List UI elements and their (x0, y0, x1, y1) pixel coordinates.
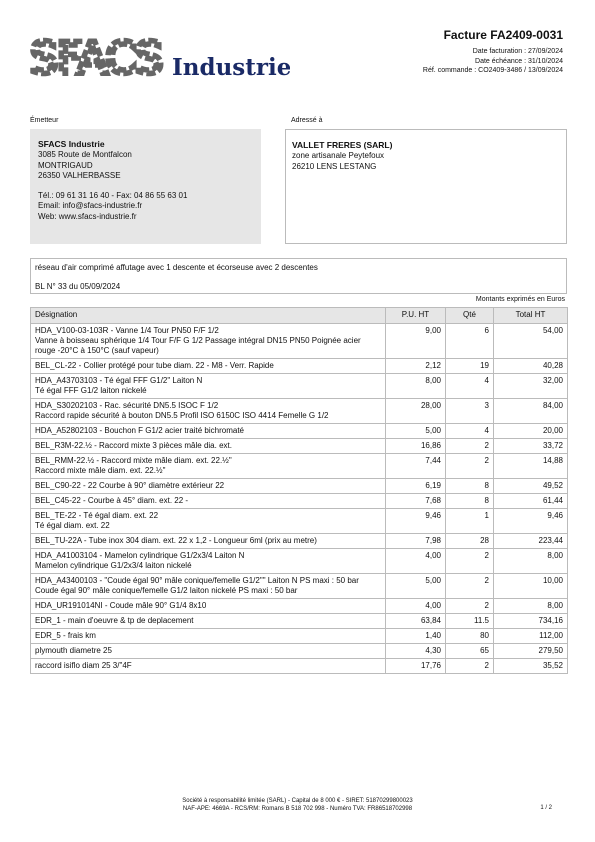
item-total: 10,00 (494, 574, 568, 599)
footer-line: Société à responsabilité limitée (SARL) - Capital de 8 000 € - SIRET: 51870299800023 (182, 798, 413, 804)
item-title: HDA_S30202103 - Rac. sécurité DN5.5 ISOC F 1/2 (35, 401, 219, 410)
company-logo (30, 35, 290, 80)
table-row (31, 439, 568, 454)
item-quantity: 4 (446, 374, 494, 399)
item-title: plymouth diametre 25 (35, 646, 112, 655)
item-unit-price: 7,68 (386, 494, 446, 509)
invoice-date: Date facturation : 27/09/2024 (472, 48, 563, 55)
table-row (31, 494, 568, 509)
item-total: 112,00 (494, 629, 568, 644)
emitter-label: Émetteur (30, 117, 59, 124)
item-quantity: 2 (446, 659, 494, 674)
header-quantity: Qté (446, 308, 494, 324)
item-title: HDA_A52802103 - Bouchon F G1/2 acier traité bichromaté (35, 426, 245, 435)
item-designation (31, 454, 386, 479)
item-title: EDR_1 - main d'oeuvre & tp de deplacement (35, 616, 194, 625)
item-quantity: 2 (446, 599, 494, 614)
item-unit-price: 9,00 (386, 324, 446, 359)
item-total: 8,00 (494, 599, 568, 614)
item-description: Té égal FFF G1/2 laiton nickelé (35, 386, 147, 395)
invoice-order-ref: Réf. commande : CO2409-3486 / 13/09/2024 (422, 67, 563, 75)
header-total: Total HT (494, 308, 568, 324)
item-title: BEL_C45-22 - Courbe à 45° diam. ext. 22 - (35, 496, 189, 505)
item-total: 14,88 (494, 454, 568, 479)
item-designation (31, 359, 386, 374)
emitter-address-line: 3085 Route de Montfalcon (38, 150, 132, 160)
item-unit-price: 7,44 (386, 454, 446, 479)
table-row (31, 359, 568, 374)
item-title: HDA_A41003104 - Mamelon cylindrique G1/2x3/4 Laiton N (35, 551, 245, 560)
item-quantity: 4 (446, 424, 494, 439)
emitter-name: SFACS Industrie (38, 139, 105, 149)
item-quantity: 65 (446, 644, 494, 659)
item-designation (31, 629, 386, 644)
item-total: 279,50 (494, 644, 568, 659)
invoice-title: Facture FA2409-0031 (443, 28, 563, 42)
table-row (31, 629, 568, 644)
item-total: 9,46 (494, 509, 568, 534)
recipient-label: Adressé à (291, 117, 323, 124)
table-row (31, 424, 568, 439)
item-designation (31, 574, 386, 599)
item-designation (31, 324, 386, 359)
item-unit-price: 7,98 (386, 534, 446, 549)
table-row (31, 509, 568, 534)
recipient-address-line: zone artisanale Peytefoux (292, 151, 385, 161)
item-total: 35,52 (494, 659, 568, 674)
table-row (31, 614, 568, 629)
item-title: HDA_UR191014NI - Coude mâle 90° G1/4 8x10 (35, 601, 207, 610)
item-title: BEL_R3M-22.½ - Raccord mixte 3 pièces mâle dia. ext. (35, 441, 232, 450)
item-quantity: 8 (446, 479, 494, 494)
item-unit-price: 17,76 (386, 659, 446, 674)
item-description: Coude égal 90° mâle conique/femelle G1/2 laiton nickelé PS maxi : 50 bar (35, 586, 298, 595)
item-quantity: 3 (446, 399, 494, 424)
item-quantity: 28 (446, 534, 494, 549)
item-designation (31, 439, 386, 454)
item-designation (31, 479, 386, 494)
item-unit-price: 16,86 (386, 439, 446, 454)
table-row (31, 454, 568, 479)
item-quantity: 2 (446, 454, 494, 479)
header-designation: Désignation (31, 308, 386, 324)
item-designation (31, 509, 386, 534)
item-unit-price: 4,30 (386, 644, 446, 659)
item-total: 54,00 (494, 324, 568, 359)
item-quantity: 8 (446, 494, 494, 509)
item-description: Raccord mixte mâle diam. ext. 22.½" (35, 466, 166, 475)
item-unit-price: 5,00 (386, 574, 446, 599)
table-header-row (31, 308, 568, 324)
invoice-due-date: Date échéance : 31/10/2024 (475, 57, 563, 65)
recipient-name: VALLET FRERES (SARL) (292, 140, 393, 150)
item-quantity: 1 (446, 509, 494, 534)
item-title: BEL_CL-22 - Collier protégé pour tube diam. 22 - M8 - Verr. Rapide (35, 361, 274, 370)
item-title: raccord isiflo diam 25 3/"4F (35, 661, 132, 670)
item-quantity: 2 (446, 574, 494, 599)
item-unit-price: 8,00 (386, 374, 446, 399)
table-row (31, 574, 568, 599)
invoice-meta (423, 47, 563, 76)
logo-mark: SFACS (30, 35, 163, 80)
item-designation (31, 614, 386, 629)
item-title: HDA_A43400103 - "Coude égal 90° mâle conique/femelle G1/2"" Laiton N PS maxi : 50 bar (35, 576, 359, 585)
item-designation (31, 644, 386, 659)
table-row (31, 479, 568, 494)
currency-note: Montants exprimés en Euros (475, 296, 565, 303)
table-row (31, 374, 568, 399)
item-total: 734,16 (494, 614, 568, 629)
reference-box (30, 258, 567, 294)
item-total: 8,00 (494, 549, 568, 574)
emitter-phone: Tél.: 09 61 31 16 40 - Fax: 04 86 55 63 01 (38, 191, 188, 201)
item-title: HDA_A43703103 - Té égal FFF G1/2" Laiton N (35, 376, 203, 385)
table-row (31, 644, 568, 659)
emitter-address-line: MONTRIGAUD (38, 160, 93, 170)
item-title: EDR_5 - frais km (35, 631, 96, 640)
item-title: BEL_C90-22 - 22 Courbe à 90° diamètre extérieur 22 (35, 481, 225, 490)
item-unit-price: 2,12 (386, 359, 446, 374)
item-unit-price: 5,00 (386, 424, 446, 439)
emitter-address-line: 26350 VALHERBASSE (38, 170, 121, 180)
delivery-note: BL N° 33 du 05/09/2024 (35, 282, 121, 291)
emitter-web: Web: www.sfacs-industrie.fr (38, 211, 137, 221)
item-total: 32,00 (494, 374, 568, 399)
item-total: 33,72 (494, 439, 568, 454)
table-row (31, 599, 568, 614)
table-row (31, 324, 568, 359)
recipient-address-line: 26210 LENS LESTANG (292, 161, 377, 171)
item-quantity: 80 (446, 629, 494, 644)
item-description: Vanne à boisseau sphérique 1/4 Tour F/F G 1/2 Passage intégral DN15 PN50 Poignée acier rouge -20°C à 150°C (sauf vapeur) (35, 336, 361, 355)
legal-footer (0, 797, 595, 813)
item-total: 20,00 (494, 424, 568, 439)
item-unit-price: 63,84 (386, 614, 446, 629)
logo-sub: Industrie (172, 54, 290, 80)
table-row (31, 534, 568, 549)
line-items-table (30, 307, 568, 674)
item-quantity: 6 (446, 324, 494, 359)
item-quantity: 19 (446, 359, 494, 374)
item-unit-price: 1,40 (386, 629, 446, 644)
table-row (31, 659, 568, 674)
item-quantity: 11.5 (446, 614, 494, 629)
item-title: BEL_TU-22A - Tube inox 304 diam. ext. 22 x 1,2 - Longueur 6ml (prix au metre) (35, 536, 317, 545)
footer-line: NAF-APE: 4669A - RCS/RM: Romans B 518 702 998 - Numéro TVA: FR86518702998 (182, 806, 413, 812)
item-unit-price: 4,00 (386, 549, 446, 574)
item-designation (31, 399, 386, 424)
item-designation (31, 659, 386, 674)
item-total: 84,00 (494, 399, 568, 424)
item-designation (31, 599, 386, 614)
table-row (31, 549, 568, 574)
item-unit-price: 6,19 (386, 479, 446, 494)
item-quantity: 2 (446, 549, 494, 574)
reference-description: réseau d'air comprimé affutage avec 1 descente et écorseuse avec 2 descentes (35, 263, 318, 272)
item-title: HDA_V100-03-103R - Vanne 1/4 Tour PN50 F/F 1/2 (35, 326, 219, 335)
emitter-box (30, 129, 261, 244)
item-designation (31, 374, 386, 399)
item-total: 223,44 (494, 534, 568, 549)
item-description: Té égal diam. ext. 22 (35, 521, 110, 530)
item-title: BEL_TE-22 - Té égal diam. ext. 22 (35, 511, 159, 520)
item-designation (31, 534, 386, 549)
header-unit-price: P.U. HT (386, 308, 446, 324)
page-number: 1 / 2 (540, 805, 552, 811)
item-unit-price: 4,00 (386, 599, 446, 614)
item-total: 61,44 (494, 494, 568, 509)
recipient-box (285, 129, 567, 244)
item-quantity: 2 (446, 439, 494, 454)
item-total: 40,28 (494, 359, 568, 374)
item-designation (31, 494, 386, 509)
item-description: Mamelon cylindrique G1/2x3/4 laiton nickelé (35, 561, 192, 570)
item-title: BEL_RMM-22.½ - Raccord mixte mâle diam. ext. 22.½" (35, 456, 232, 465)
table-row (31, 399, 568, 424)
item-designation (31, 549, 386, 574)
item-designation (31, 424, 386, 439)
item-unit-price: 28,00 (386, 399, 446, 424)
emitter-email: Email: info@sfacs-industrie.fr (38, 201, 143, 211)
item-description: Raccord rapide sécurité à bouton DN5.5 Profil ISO 6150C ISO 4414 Femelle G 1/2 (35, 411, 329, 420)
item-total: 49,52 (494, 479, 568, 494)
item-unit-price: 9,46 (386, 509, 446, 534)
